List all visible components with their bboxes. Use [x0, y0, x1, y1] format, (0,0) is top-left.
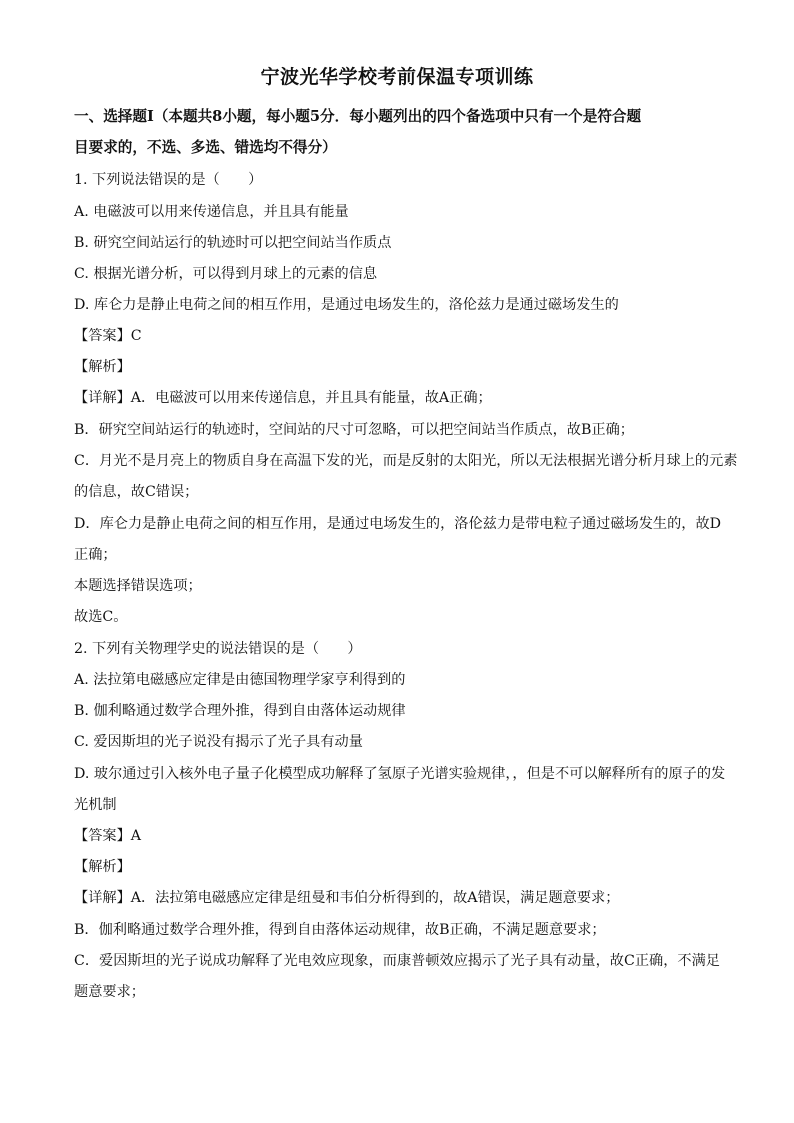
section-heading-line-1: 一、选择题Ⅰ（本题共8小题，每小题5分．每小题列出的四个备选项中只有一个是符合题 — [74, 108, 642, 125]
q1-detail-line: 正确； — [74, 547, 117, 563]
q1-detail-line: 【详解】A．电磁波可以用来传递信息，并且具有能量，故A正确； — [74, 390, 492, 406]
q2-answer: 【答案】A — [74, 828, 141, 844]
q1-detail-line: B．研究空间站运行的轨迹时，空间站的尺寸可忽略，可以把空间站当作质点，故B正确； — [74, 422, 634, 438]
section-heading-line-2: 目要求的，不选、多选、错选均不得分） — [74, 139, 337, 156]
q2-option-b: B. 伽利略通过数学合理外推，得到自由落体运动规律 — [74, 703, 406, 719]
q2-option-d: D. 玻尔通过引入核外电子量子化模型成功解释了氢原子光谱实验规律，，但是不可以解释所有的原子的发 — [74, 766, 726, 782]
page-title: 宁波光华学校考前保温专项训练 — [260, 66, 534, 88]
q1-analysis-label: 【解析】 — [74, 359, 131, 375]
q2-detail-line: B．伽利略通过数学合理外推，得到自由落体运动规律，故B正确，不满足题意要求； — [74, 922, 606, 938]
q1-option-a: A. 电磁波可以用来传递信息，并且具有能量 — [74, 204, 349, 220]
q1-detail-line: C．月光不是月亮上的物质自身在高温下发的光，而是反射的太阳光，所以无法根据光谱分析月球上的元素 — [74, 453, 738, 469]
q1-option-d: D. 库仑力是静止电荷之间的相互作用，是通过电场发生的，洛伦兹力是通过磁场发生的 — [74, 297, 619, 313]
q2-option-a: A. 法拉第电磁感应定律是由德国物理学家亨利得到的 — [74, 672, 406, 688]
q2-option-c: C. 爱因斯坦的光子说没有揭示了光子具有动量 — [74, 734, 363, 750]
q1-option-b: B. 研究空间站运行的轨迹时可以把空间站当作质点 — [74, 235, 392, 251]
q2-analysis-label: 【解析】 — [74, 859, 131, 875]
q1-option-c: C. 根据光谱分析，可以得到月球上的元素的信息 — [74, 266, 378, 282]
q1-answer: 【答案】C — [74, 328, 142, 344]
q1-detail-line: 本题选择错误选项； — [74, 578, 202, 594]
q1-stem: 1. 下列说法错误的是（ ） — [74, 172, 263, 188]
q1-detail-line: D．库仑力是静止电荷之间的相互作用，是通过电场发生的，洛伦兹力是带电粒子通过磁场发生的，故D — [74, 516, 722, 532]
q2-stem: 2. 下列有关物理学史的说法错误的是（ ） — [74, 641, 362, 657]
q2-detail-line: 【详解】A．法拉第电磁感应定律是纽曼和韦伯分析得到的，故A错误，满足题意要求； — [74, 890, 620, 906]
q1-detail-line: 的信息，故C错误； — [74, 484, 199, 500]
q2-option-d-continued: 光机制 — [74, 797, 117, 813]
q2-detail-line: 题意要求； — [74, 984, 145, 1000]
q1-detail-line: 故选C。 — [74, 609, 128, 625]
q2-detail-line: C．爱因斯坦的光子说成功解释了光电效应现象，而康普顿效应揭示了光子具有动量，故C正确，不满足 — [74, 953, 720, 969]
